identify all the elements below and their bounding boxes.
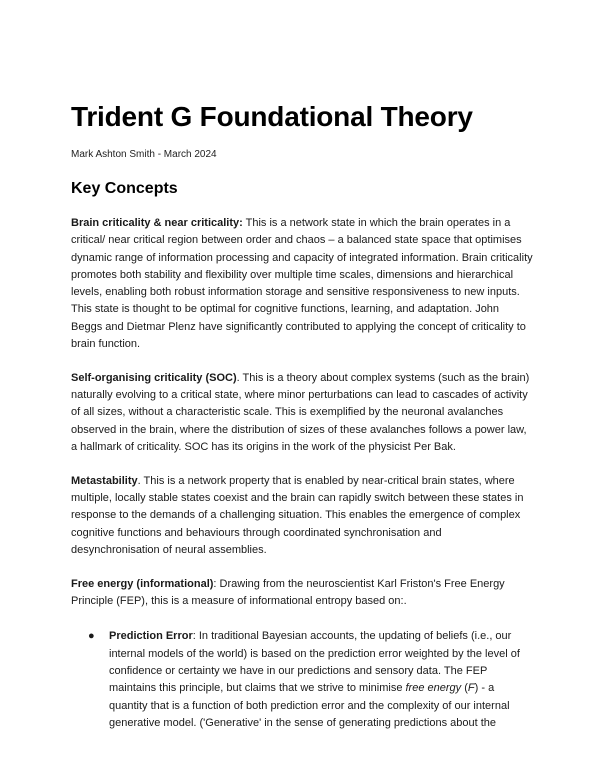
paragraph-metastability [71,473,533,559]
term: Self-organising criticality (SOC) [71,371,237,384]
bullet-list [71,628,533,732]
paragraph-text: . This is a theory about complex systems (such as the brain) naturally evolving to a critical state, where minor perturbations can lead to cascades of activity of all sizes, without a characteristic scale. This is exemplified by the neuronal avalanches observed in the brain, where the distribution of sizes of these avalanches follows a power law, a hallmark of criticality. SOC has its origins in the work of the physicist Per Bak. [71,371,530,454]
term: Metastability [71,474,138,487]
document-body [71,215,533,732]
term: Brain criticality & near criticality: [71,217,243,229]
list-item-text: ( [461,682,468,695]
list-item-text: ) - a quantity that is a function of both prediction error and the complexity of our internal generative model. ('Generative' in the sense of generating predictions about the [109,682,510,729]
bullet-icon: ● [88,630,95,643]
list-item [88,628,533,732]
byline: Mark Ashton Smith - March 2024 [71,149,217,160]
paragraph-text: . This is a network property that is enabled by near-critical brain states, where multiple, locally stable states coexist and the brain can rapidly switch between these states in response to the demands of a challenging situation. This enables the emergence of complex cognitive functions and behaviours through coordinated synchronisation and desynchronisation of neural assemblies. [71,474,524,557]
page-title: Trident G Foundational Theory [71,101,473,132]
paragraph-free-energy [71,576,533,611]
paragraph-brain-criticality [71,215,533,353]
paragraph-soc [71,370,533,456]
term: Free energy (informational) [71,577,214,590]
paragraph-text: : Drawing from the neuroscientist Karl Friston's Free Energy Principle (FEP), this is a measure of informational entropy based on:. [71,577,505,608]
section-heading: Key Concepts [71,180,178,197]
italic-term: free energy [405,682,462,695]
italic-term: F [467,682,475,695]
list-item-text: : In traditional Bayesian accounts, the updating of beliefs (i.e., our internal models of the world) is based on the prediction error weighted by the level of confidence or certainty we have in our predictions and sensory data. The FEP maintains this principle, but claims that we strive to minimise [109,630,520,695]
paragraph-text: This is a network state in which the brain operates in a critical/ near critical region between order and chaos – a balanced state space that optimises dynamic range of information processing and capacity of integrated information. Brain criticality promotes both stability and flexibility over multiple time scales, dimensions and hierarchical levels, enabling both robust information storage and sensitive responsiveness to new inputs. This state is thought to be optimal for cognitive functions, learning, and adaptation. John Beggs and Dietmar Plenz have significantly contributed to applying the concept of criticality to brain function. [71,217,533,351]
term: Prediction Error [109,630,193,643]
